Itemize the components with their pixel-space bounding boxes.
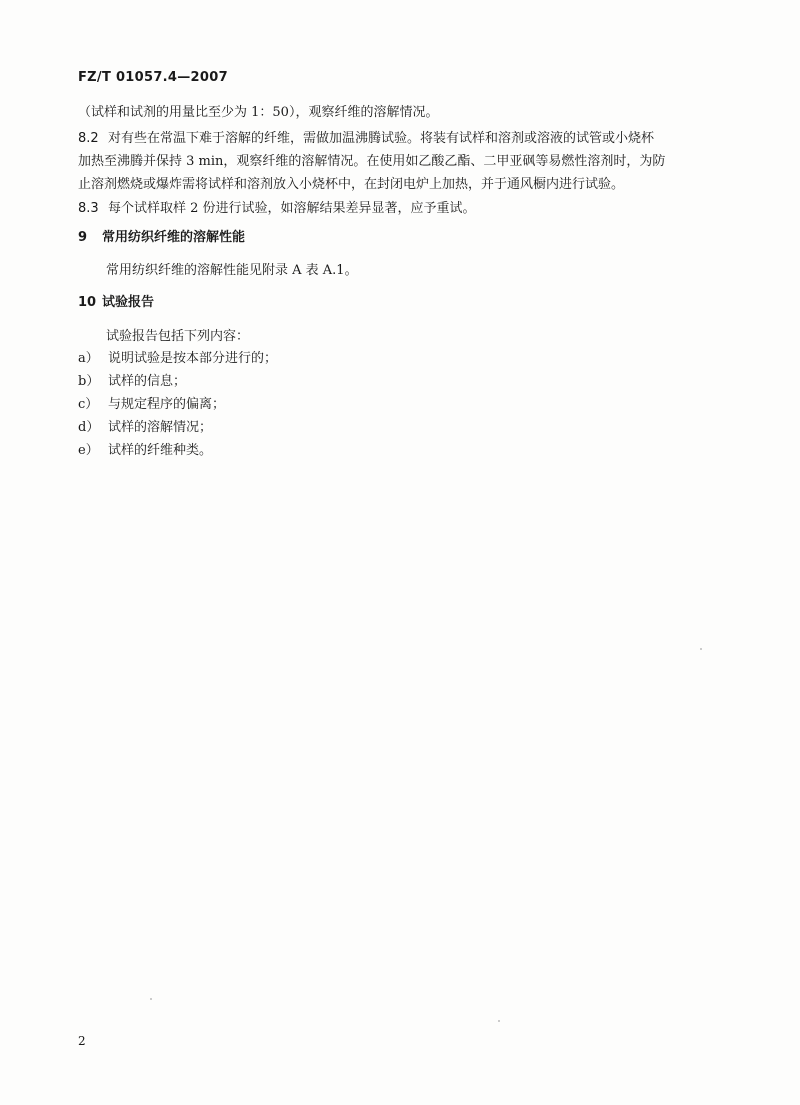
list-marker: a） <box>78 351 99 366</box>
section-title: 常用纺织纤维的溶解性能 <box>102 230 246 245</box>
clause-text: 每个试样取样 2 份进行试验，如溶解结果差异显著，应予重试。 <box>108 201 476 216</box>
section-10-heading <box>78 294 154 312</box>
clause-8-2-line-1 <box>78 130 654 148</box>
clause-8-2-line-2: 加热至沸腾并保持 3 min，观察纤维的溶解情况。在使用如乙酸乙酯、二甲亚砜等易燃性溶剂时，为防 <box>78 154 666 169</box>
standard-code: FZ/T 01057.4—2007 <box>78 70 228 85</box>
scan-speck <box>498 1020 500 1022</box>
list-marker: e） <box>78 443 99 458</box>
clause-number: 8.2 <box>78 131 99 146</box>
clause-8-3 <box>78 200 476 218</box>
scan-speck <box>700 648 702 650</box>
list-marker: d） <box>78 420 100 435</box>
section-number: 9 <box>78 230 88 245</box>
clause-text: 对有些在常温下难于溶解的纤维，需做加温沸腾试验。将装有试样和溶剂或溶液的试管或小烧杯 <box>108 131 655 146</box>
list-text: 说明试验是按本部分进行的； <box>108 351 278 366</box>
list-marker: b） <box>78 374 100 389</box>
section-9-heading <box>78 229 245 247</box>
section-number: 10 <box>78 295 97 310</box>
list-text: 与规定程序的偏离； <box>108 397 226 412</box>
section-9-body: 常用纺织纤维的溶解性能见附录 A 表 A.1。 <box>106 263 358 278</box>
list-text: 试样的纤维种类。 <box>108 443 213 458</box>
list-marker: c） <box>78 397 99 412</box>
clause-number: 8.3 <box>78 201 99 216</box>
section-10-intro: 试验报告包括下列内容： <box>106 329 250 344</box>
scan-speck <box>150 998 152 1000</box>
list-item <box>78 373 186 391</box>
clause-8-2-line-3: 止溶剂燃烧或爆炸需将试样和溶剂放入小烧杯中，在封闭电炉上加热，并于通风橱内进行试验。 <box>78 177 625 192</box>
list-item <box>78 419 212 437</box>
page-number: 2 <box>78 1034 86 1048</box>
list-text: 试样的溶解情况； <box>108 420 213 435</box>
list-item <box>78 350 277 368</box>
clause-8-1-continuation: （试样和试剂的用量比至少为 1：50），观察纤维的溶解情况。 <box>78 105 439 120</box>
list-text: 试样的信息； <box>108 374 187 389</box>
list-item <box>78 442 212 460</box>
list-item <box>78 396 225 414</box>
section-title: 试验报告 <box>102 295 155 310</box>
